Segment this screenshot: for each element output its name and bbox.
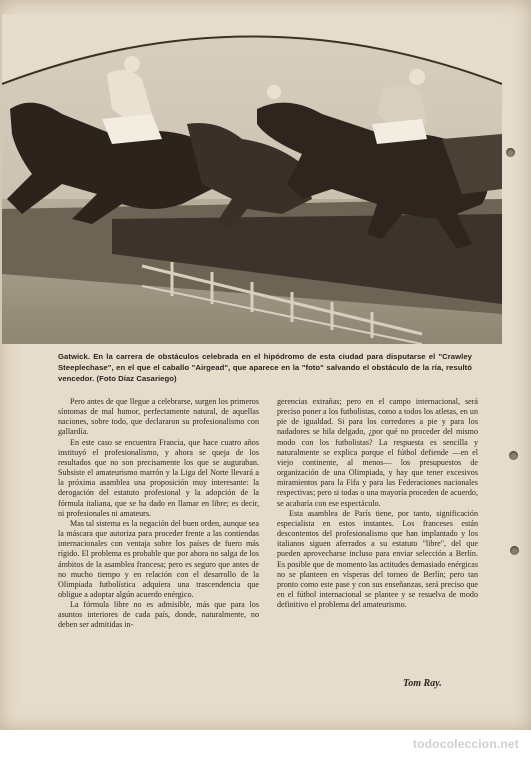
paragraph: Mas tal sistema es la negación del buen orden, aunque sea la máscara que autoriza para proceder frente a las contiendas internacionales con ventaja sobre los países de fuero más rígido. El problema es probable que por ahora no salga de los ámbitos de la asamblea francesa; pero es seguro que antes de no mucho tiempo y en relación con el desarrollo de la Olimpiada futbolística adquiera una trascendencia que obligue a adoptar algún acuerdo enérgico. (58, 518, 259, 599)
paragraph: Pero antes de que llegue a celebrarse, surgen los primeros síntomas de mal humor, perfectamente natural, de aquellas naciones, sobre todo, que declararon su profesionalismo con gallardía. (58, 397, 259, 437)
punch-hole-middle (509, 451, 518, 460)
paragraph: La fórmula libre no es admisible, más que para los asuntos interiores de cada país, donde, naturalmente, no deben ser admitidas in- (58, 600, 259, 630)
author-signature: Tom Ray. (403, 678, 442, 689)
article-column-right (277, 397, 478, 687)
punch-hole-top (506, 148, 515, 157)
punch-hole-bottom (510, 546, 519, 555)
steeplechase-photo (2, 14, 502, 344)
paragraph: gerencias extrañas; pero en el campo internacional, será preciso poner a los futbolistas, como a todos los atletas, en un pie de igualdad. Si para los corredores a pie y para los nadadores se hila delgado, ¿por qué no proceder del mismo modo con los futbolistas? La respuesta es sencilla y naturalmente se explica porque el fútbol defiende —en el viejo continente, al menos— los presupuestos de organización de una Olimpiada, y hay que tener excesivos miramientos para la Fifa y para las Federaciones nacionales respectivas; pero si todas o una mayoría proceden de acuerdo, se acabaría con ese espectáculo. (277, 397, 478, 508)
watermark: todocoleccion.net (412, 737, 519, 751)
photo-caption: Gatwick. En la carrera de obstáculos celebrada en el hipódromo de esta ciudad para disputarse el "Crawley Steeplechase", en el que el caballo "Airgead", que aparece en la "foto" salvando el obstáculo de la ría, resultó vencedor. (Foto Díaz Casariego) (58, 352, 472, 383)
paragraph: En este caso se encuentra Francia, que hace cuatro años instituyó el profesionalismo, y ahora se queja de los resultados que no son precisamente los que se auguraban. Subsiste el amateurismo marrón y la Liga del Norte llevará a la próxima asamblea una proposición muy interesante: la derogación del estatuto profesional y la adopción de la fórmula italiana, que se ha dado en llamar en libre; es decir, ni profesionales ni amateurs. (58, 437, 259, 518)
article-column-left (58, 397, 259, 687)
article-body (58, 397, 478, 687)
paragraph: Esta asamblea de París tiene, por tanto, significación especialista en estos instantes. Los franceses están descontentos del profesionalismo que han implantado y los italianos siguen aferrados a su estatuto "libre", del que pueden aprovecharse incluso para enviar selección a Berlín. Es posible que de momento las actitudes demasiado enérgicas no se planteen en vísperas del torneo de Berlín; pero tan pronto como este pase y con sus enseñanzas, será preciso que en el fútbol internacional se plantee y se resuelva de modo definitivo el problema del amateurismo. (277, 508, 478, 610)
